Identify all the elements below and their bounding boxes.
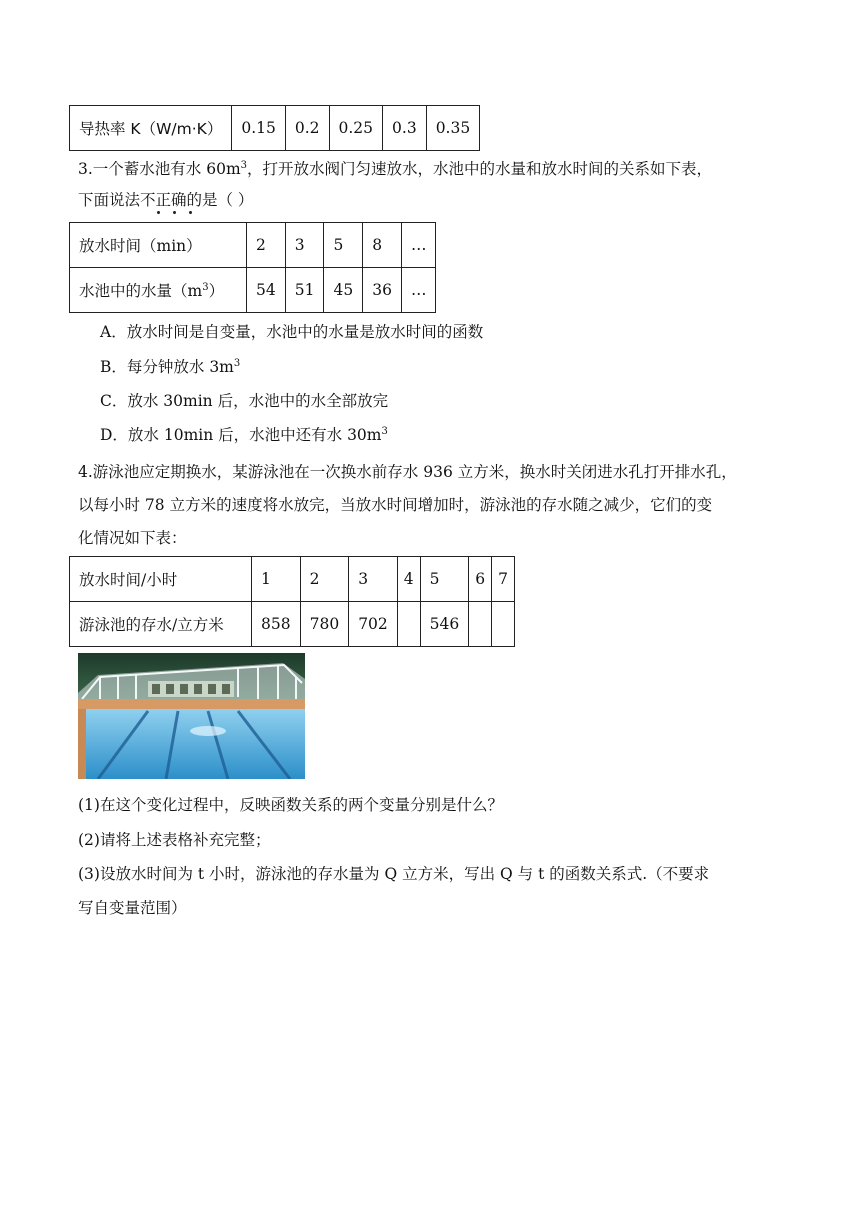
q3-stem-line2: 下面说法不正确的是（ ）: [78, 191, 254, 209]
table-cell: 6: [469, 557, 492, 602]
q4-stem-line2: 以每小时 78 立方米的速度将水放完，当放水时间增加时，游泳池的存水随之减少，它们的变: [78, 496, 713, 514]
table-cell: 780: [300, 602, 349, 647]
table-row: [70, 602, 515, 647]
superscript: 3: [233, 358, 241, 369]
option-text: B．每分钟放水 3m: [100, 358, 234, 376]
table-cell: 0.3: [383, 106, 427, 151]
table-row: [70, 268, 436, 313]
table-cell: 5: [324, 223, 363, 268]
option-a: A．放水时间是自变量，水池中的水量是放水时间的函数: [100, 323, 484, 341]
table-cell: 0.2: [285, 106, 329, 151]
table-cell: …: [401, 223, 436, 268]
table-cell: 7: [492, 557, 515, 602]
table-cell: 45: [324, 268, 363, 313]
emphasis-dots: [150, 211, 200, 217]
option-d: [100, 424, 388, 446]
table-header-cell: 放水时间/小时: [70, 557, 252, 602]
table-header-cell: 导热率 K（W/m·K）: [70, 106, 232, 151]
conductivity-table: [69, 105, 480, 151]
table-row: [70, 557, 515, 602]
table-cell: 54: [247, 268, 286, 313]
q4-subquestion-2: (2)请将上述表格补充完整；: [78, 831, 271, 849]
q3-text: 3.一个蓄水池有水 60m: [78, 160, 241, 178]
pool-table: [69, 556, 515, 647]
table-cell: [469, 602, 492, 647]
option-b: [100, 356, 240, 378]
q4-subquestion-3-line2: 写自变量范围）: [78, 899, 187, 917]
label-text: 水池中的水量（m: [79, 282, 203, 300]
table-header-cell: [70, 268, 247, 313]
swimming-pool-image: [78, 653, 305, 779]
table-cell: 702: [349, 602, 398, 647]
table-row: [70, 223, 436, 268]
table-cell: 1: [252, 557, 301, 602]
table-cell: 546: [420, 602, 469, 647]
table-cell: [492, 602, 515, 647]
label-text: ）: [208, 282, 225, 300]
option-c: C．放水 30min 后，水池中的水全部放完: [100, 392, 389, 410]
q4-subquestion-1: (1)在这个变化过程中，反映函数关系的两个变量分别是什么？: [78, 796, 503, 814]
table-cell: 0.25: [329, 106, 383, 151]
table-cell: 0.35: [426, 106, 480, 151]
table-header-cell: 放水时间（min）: [70, 223, 247, 268]
table-cell: 5: [420, 557, 469, 602]
table-cell: 0.15: [232, 106, 286, 151]
table-cell: 2: [300, 557, 349, 602]
superscript: 3: [202, 282, 209, 293]
table-cell: 36: [363, 268, 402, 313]
table-header-cell: 游泳池的存水/立方米: [70, 602, 252, 647]
table-cell: [397, 602, 420, 647]
q3-stem-line1: [78, 158, 712, 180]
q3-text: ，打开放水阀门匀速放水，水池中的水量和放水时间的关系如下表，: [247, 160, 713, 178]
superscript: 3: [381, 426, 388, 437]
superscript: 3: [240, 160, 248, 171]
drain-table: [69, 222, 436, 313]
table-cell: 51: [285, 268, 324, 313]
table-cell: 8: [363, 223, 402, 268]
option-text: D．放水 10min 后，水池中还有水 30m: [100, 426, 382, 444]
q4-stem-line1: 4.游泳池应定期换水，某游泳池在一次换水前存水 936 立方米，换水时关闭进水孔打开排水孔，: [78, 463, 737, 481]
table-cell: 858: [252, 602, 301, 647]
pool-illustration: [78, 653, 305, 779]
q4-stem-line3: 化情况如下表：: [78, 529, 187, 547]
q4-subquestion-3-line1: (3)设放水时间为 t 小时，游泳池的存水量为 Q 立方米，写出 Q 与 t 的函数关系式.（不要求: [78, 865, 710, 883]
table-cell: …: [401, 268, 436, 313]
table-cell: 3: [349, 557, 398, 602]
table-cell: 2: [247, 223, 286, 268]
table-cell: 3: [285, 223, 324, 268]
table-cell: 4: [397, 557, 420, 602]
table-row: [70, 106, 480, 151]
